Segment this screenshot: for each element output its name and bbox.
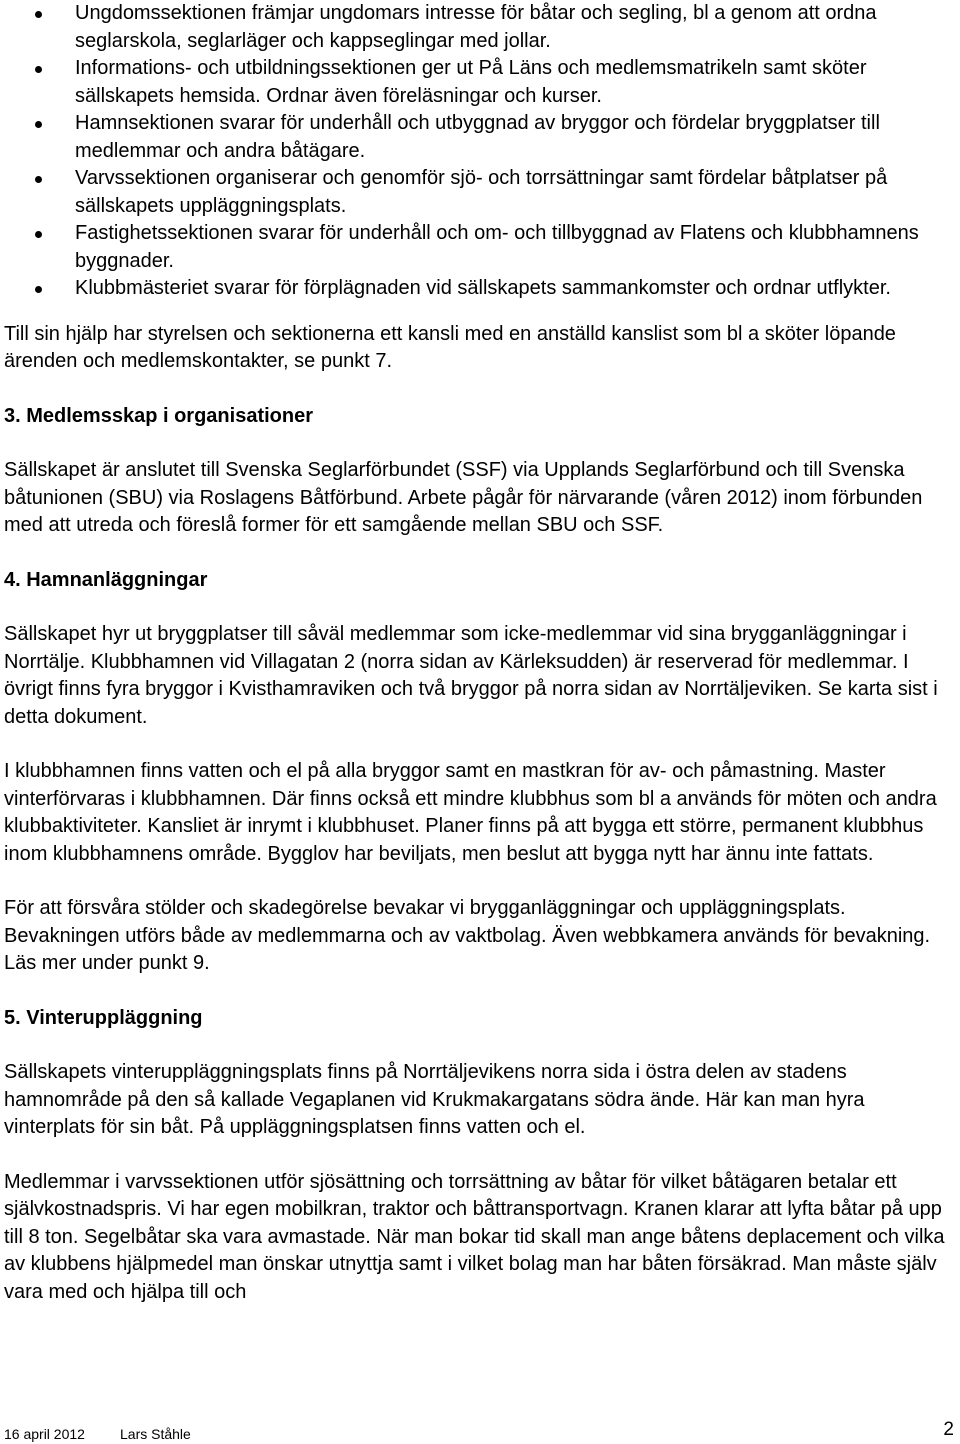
- section-3-paragraph: Sällskapet är anslutet till Svenska Seglarförbundet (SSF) via Upplands Seglarförbund och till Svenska båtunionen (SBU) via Roslagens Båtförbund. Arbete pågår för närvarande (våren 2012) inom förbunden med att utreda och föreslå former för ett samgående mellan SBU och SSF.: [4, 459, 923, 536]
- footer-date: 16 april 2012: [4, 1426, 85, 1442]
- bullet-icon: [35, 11, 42, 18]
- bullet-icon: [35, 66, 42, 73]
- section-4-heading: 4. Hamnanläggningar: [4, 568, 208, 591]
- section-3-heading: 3. Medlemsskap i organisationer: [4, 404, 313, 427]
- section-list: [4, 0, 956, 303]
- bullet-icon: [35, 176, 42, 183]
- bullet-icon: [35, 286, 42, 293]
- intro-paragraph: Till sin hjälp har styrelsen och sektionerna ett kansli med en anställd kanslist som bl a sköter löpande ärenden och medlemskontakter, se punkt 7.: [4, 322, 896, 372]
- list-item-text: Informations- och utbildningssektionen ger ut På Läns och medlemsmatrikeln samt sköter sällskapets hemsida. Ordnar även föreläsningar och kurser.: [75, 57, 867, 107]
- document-page: [4, 0, 956, 1306]
- list-item: [4, 55, 956, 110]
- bullet-icon: [35, 121, 42, 128]
- list-item-text: Ungdomssektionen främjar ungdomars intresse för båtar och segling, bl a genom att ordna seglarskola, seglarläger och kappseglingar med jollar.: [75, 2, 877, 52]
- list-item-text: Fastighetssektionen svarar för underhåll och om- och tillbyggnad av Flatens och klubbhamnens byggnader.: [75, 222, 919, 272]
- footer-author: Lars Ståhle: [120, 1426, 191, 1442]
- list-item: [4, 110, 956, 165]
- list-item-text: Klubbmästeriet svarar för förplägnaden vid sällskapets sammankomster och ordnar utflykter.: [75, 277, 891, 299]
- list-item: [4, 275, 956, 303]
- bullet-icon: [35, 231, 42, 238]
- list-item: [4, 0, 956, 55]
- section-5-heading: 5. Vinteruppläggning: [4, 1006, 203, 1029]
- section-4-paragraph-1: Sällskapet hyr ut bryggplatser till såväl medlemmar som icke-medlemmar vid sina brygganläggningar i Norrtälje. Klubbhamnen vid Villagatan 2 (norra sidan av Kärleksudden) är reserverad för medlemmar. I övrigt finns fyra bryggor i Kvisthamraviken och två bryggor på norra sidan av Norrtäljeviken. Se karta sist i detta dokument.: [4, 623, 938, 728]
- list-item: [4, 220, 956, 275]
- list-item-text: Varvssektionen organiserar och genomför sjö- och torrsättningar samt fördelar båtplatser på sällskapets uppläggningsplats.: [75, 167, 888, 217]
- list-item: [4, 165, 956, 220]
- section-4-paragraph-2: I klubbhamnen finns vatten och el på alla bryggor samt en mastkran för av- och påmastning. Master vinterförvaras i klubbhamnen. Där finns också ett mindre klubbhus som bl a används för möten och andra klubbaktiviteter. Kansliet är inrymt i klubbhuset. Planer finns på att bygga ett större, permanent klubbhus inom klubbhamnens område. Bygglov har beviljats, men beslut att bygga nytt har ännu inte fattats.: [4, 760, 937, 865]
- list-item-text: Hamnsektionen svarar för underhåll och utbyggnad av bryggor och fördelar bryggplatser till medlemmar och andra båtägare.: [75, 112, 880, 162]
- section-5-paragraph-2: Medlemmar i varvssektionen utför sjösättning och torrsättning av båtar för vilket båtägaren betalar ett självkostnadspris. Vi har egen mobilkran, traktor och båttransportvagn. Kranen klarar att lyfta båtar på upp till 8 ton. Segelbåtar ska vara avmastade. När man bokar tid skall man ange båtens deplacement och vilka av klubbens hjälpmedel man önskar utnyttja samt i vilket bolag man har båten försäkrad. Man måste själv vara med och hjälpa till och: [4, 1170, 945, 1303]
- section-4-paragraph-3: För att försvåra stölder och skadegörelse bevakar vi brygganläggningar och uppläggningsplats. Bevakningen utförs både av medlemmarna och av vaktbolag. Även webbkamera används för bevakning. Läs mer under punkt 9.: [4, 897, 931, 974]
- page-number: 2: [943, 1419, 954, 1440]
- section-5-paragraph-1: Sällskapets vinteruppläggningsplats finns på Norrtäljevikens norra sida i östra delen av stadens hamnområde på den så kallade Vegaplanen vid Krukmakargatans södra ände. Här kan man hyra vinterplats för sin båt. På uppläggningsplatsen finns vatten och el.: [4, 1061, 865, 1138]
